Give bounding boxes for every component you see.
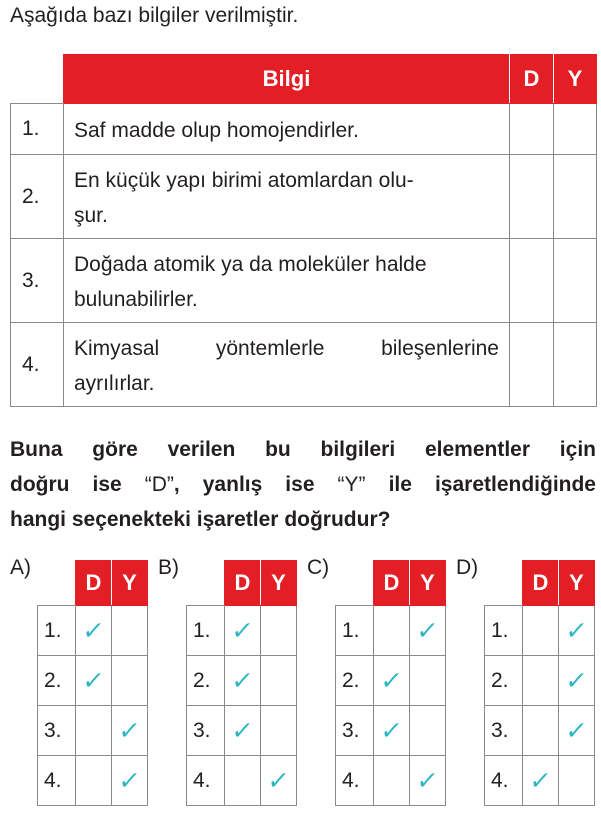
table-row [11,104,597,155]
check-icon: ✓ [414,616,441,645]
option-row-number: 3. [38,706,76,756]
option-row-number: 4. [187,756,225,806]
row-text: En küçük yapı birimi atomlardan olu- şur. [64,155,510,239]
option-row [485,656,595,706]
check-icon: ✓ [265,766,292,795]
check-icon: ✓ [378,716,405,745]
option-d-cell [76,756,112,806]
option-d-cell [374,706,410,756]
option-d-cell [225,706,261,756]
option-d-cell [374,656,410,706]
option-row [187,606,297,656]
option-y-cell [261,656,297,706]
table-row [11,155,597,239]
option-y-cell [112,756,148,806]
option-label[interactable]: A) [10,556,31,579]
option-y-cell [410,756,446,806]
option-header-blank [187,561,225,606]
option-row-number: 3. [336,706,374,756]
option-y-cell [261,606,297,656]
option-row [38,656,148,706]
option-header-blank [485,561,523,606]
option-d-cell [523,606,559,656]
option-row-number: 1. [485,606,523,656]
option-header-blank [38,561,76,606]
row-text: Kimyasal yöntemlerle bileşenlerine ayrılırlar. [64,323,510,407]
table-row [11,323,597,407]
check-icon: ✓ [527,766,554,795]
option-y-cell [261,706,297,756]
option-row-number: 2. [485,656,523,706]
option-row [187,656,297,706]
option-table[interactable] [186,560,297,806]
option-row-number: 2. [336,656,374,706]
check-icon: ✓ [116,766,143,795]
option-row-number: 3. [187,706,225,756]
check-icon: ✓ [378,666,405,695]
option-row [485,756,595,806]
option-row [336,706,446,756]
option-row [187,706,297,756]
check-icon: ✓ [563,616,590,645]
option-row [38,756,148,806]
row-text: Saf madde olup homojendirler. [64,104,510,155]
option-row-number: 3. [485,706,523,756]
option-table[interactable] [484,560,595,806]
option-header-d: D [76,561,112,606]
option-d-cell [76,706,112,756]
option-y-cell [261,756,297,806]
d-cell [510,155,554,239]
option-d-cell [225,656,261,706]
option-y-cell [112,606,148,656]
question-text: Buna göre verilen bu bilgileri elementler için doğru ise “D”, yanlış ise “Y” ile işaretlendiğinde hangi seçenekteki işaretler doğrudur? [10,438,596,531]
row-number: 4. [11,323,64,407]
check-icon: ✓ [116,716,143,745]
option-header-d: D [225,561,261,606]
option-d-cell [523,656,559,706]
check-icon: ✓ [229,716,256,745]
table-row [11,239,597,323]
option-d-cell [523,756,559,806]
check-icon: ✓ [563,666,590,695]
option-row-number: 1. [38,606,76,656]
option-header-blank [336,561,374,606]
option-row-number: 4. [485,756,523,806]
intro-text: Aşağıda bazı bilgiler verilmiştir. [10,4,299,27]
option-d-cell [76,656,112,706]
option-label[interactable]: D) [456,556,479,579]
option-y-cell [410,606,446,656]
option-y-cell [410,706,446,756]
row-number: 3. [11,239,64,323]
check-icon: ✓ [80,666,107,695]
option-row-number: 4. [38,756,76,806]
option-row-number: 2. [38,656,76,706]
option-label[interactable]: B) [158,556,179,579]
option-row [336,756,446,806]
row-number: 2. [11,155,64,239]
option-d-cell [225,756,261,806]
option-y-cell [112,706,148,756]
option-header-y: Y [112,561,148,606]
option-header-d: D [374,561,410,606]
option-d-cell [374,606,410,656]
option-row [336,606,446,656]
option-header-d: D [523,561,559,606]
header-info: Bilgi [64,55,510,104]
option-y-cell [559,756,595,806]
info-table [10,54,597,407]
header-y: Y [554,55,597,104]
option-y-cell [559,606,595,656]
option-row-number: 1. [336,606,374,656]
check-icon: ✓ [414,766,441,795]
option-d-cell [523,706,559,756]
y-cell [554,323,597,407]
y-cell [554,155,597,239]
check-icon: ✓ [80,616,107,645]
y-cell [554,239,597,323]
d-cell [510,104,554,155]
option-y-cell [559,706,595,756]
row-text: Doğada atomik ya da moleküler halde bulunabilirler. [64,239,510,323]
option-table[interactable] [335,560,446,806]
option-row [38,606,148,656]
option-header-y: Y [559,561,595,606]
option-y-cell [112,656,148,706]
option-row [336,656,446,706]
option-header-y: Y [261,561,297,606]
header-d: D [510,55,554,104]
option-row-number: 1. [187,606,225,656]
option-row-number: 4. [336,756,374,806]
option-header-y: Y [410,561,446,606]
d-cell [510,239,554,323]
option-d-cell [374,756,410,806]
check-icon: ✓ [229,616,256,645]
row-number: 1. [11,104,64,155]
option-y-cell [559,656,595,706]
check-icon: ✓ [229,666,256,695]
option-row [485,706,595,756]
option-row-number: 2. [187,656,225,706]
option-row [485,606,595,656]
option-table[interactable] [37,560,148,806]
d-cell [510,323,554,407]
check-icon: ✓ [563,716,590,745]
option-d-cell [76,606,112,656]
y-cell [554,104,597,155]
option-d-cell [225,606,261,656]
option-label[interactable]: C) [307,556,330,579]
header-blank [11,55,64,104]
option-row [38,706,148,756]
option-y-cell [410,656,446,706]
option-row [187,756,297,806]
